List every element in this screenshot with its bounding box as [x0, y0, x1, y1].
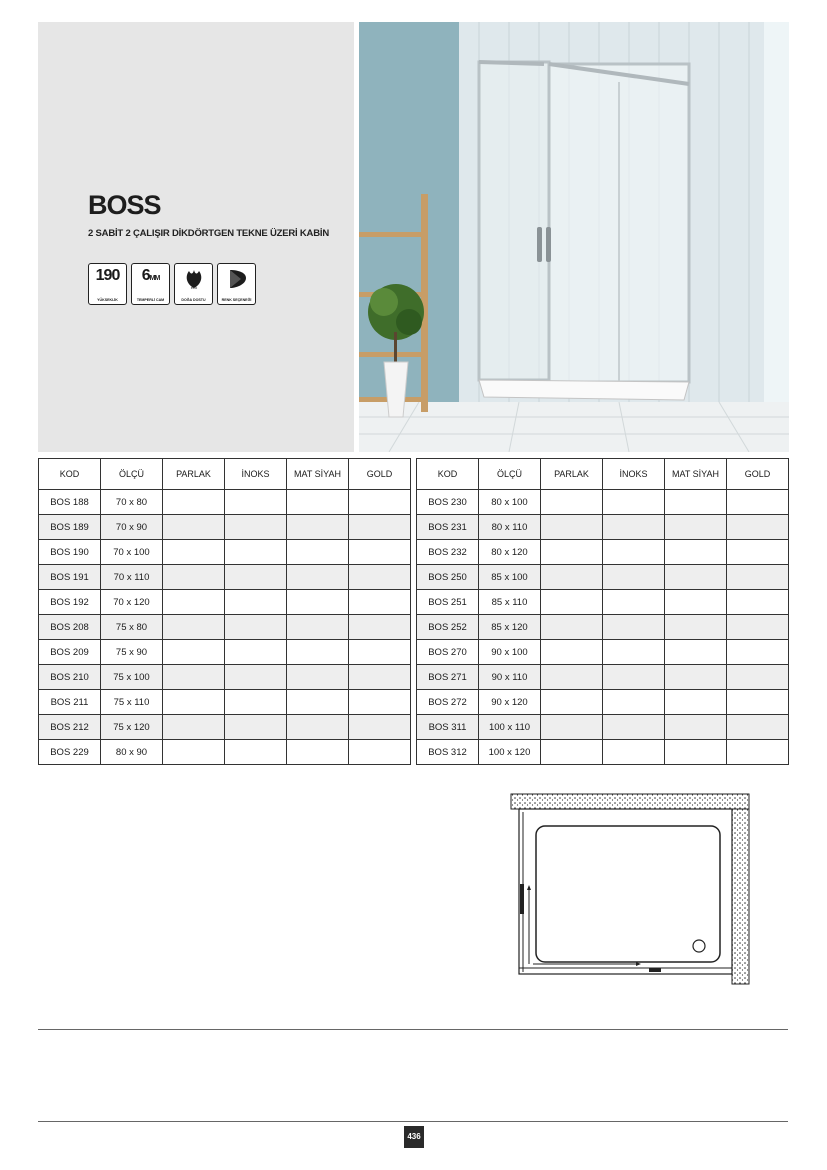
cell-parlak: [163, 590, 225, 615]
cell-inoks: [225, 565, 287, 590]
cell-parlak: [163, 515, 225, 540]
glass-caption: TEMPERLİ CAM: [136, 298, 165, 302]
cell-inoks: [225, 715, 287, 740]
cell-gold: [727, 590, 789, 615]
row-code: BOS 250: [417, 565, 479, 590]
row-code: BOS 231: [417, 515, 479, 540]
cell-mat-siyah: [287, 590, 349, 615]
row-size: 75 x 110: [101, 690, 163, 715]
table-row: [39, 490, 411, 515]
cell-mat-siyah: [287, 540, 349, 565]
row-code: BOS 190: [39, 540, 101, 565]
cell-gold: [349, 565, 411, 590]
row-size: 70 x 110: [101, 565, 163, 590]
table-row: [417, 565, 789, 590]
cell-inoks: [603, 590, 665, 615]
cell-gold: [349, 540, 411, 565]
cell-mat-siyah: [665, 740, 727, 765]
table-row: [417, 740, 789, 765]
cell-gold: [727, 515, 789, 540]
row-code: BOS 230: [417, 490, 479, 515]
cell-mat-siyah: [665, 690, 727, 715]
cell-gold: [349, 665, 411, 690]
row-code: BOS 212: [39, 715, 101, 740]
cell-mat-siyah: [287, 565, 349, 590]
cell-inoks: [603, 565, 665, 590]
cell-gold: [727, 690, 789, 715]
cell-mat-siyah: [287, 515, 349, 540]
eco-caption: DOĞA DOSTU: [181, 298, 206, 302]
row-size: 80 x 110: [479, 515, 541, 540]
cell-mat-siyah: [287, 490, 349, 515]
row-size: 90 x 110: [479, 665, 541, 690]
header-kod: KOD: [39, 459, 101, 490]
color-caption: RENK SEÇENEĞİ: [221, 298, 252, 302]
cell-inoks: [225, 540, 287, 565]
row-size: 90 x 100: [479, 640, 541, 665]
color-options-icon: [227, 268, 249, 290]
cell-gold: [349, 715, 411, 740]
table-row: [39, 715, 411, 740]
table-row: [39, 540, 411, 565]
row-size: 100 x 120: [479, 740, 541, 765]
height-value: 190: [95, 267, 120, 284]
cell-mat-siyah: [665, 715, 727, 740]
cell-gold: [727, 540, 789, 565]
table-row: [417, 690, 789, 715]
table-header-row: [39, 459, 411, 490]
row-size: 80 x 100: [479, 490, 541, 515]
table-row: [417, 590, 789, 615]
table-row: [417, 640, 789, 665]
cell-inoks: [603, 615, 665, 640]
svg-text:eco: eco: [190, 285, 198, 290]
table-row: [39, 640, 411, 665]
cell-inoks: [603, 690, 665, 715]
cell-mat-siyah: [665, 665, 727, 690]
cell-parlak: [541, 715, 603, 740]
cell-gold: [349, 640, 411, 665]
row-code: BOS 188: [39, 490, 101, 515]
cell-gold: [349, 490, 411, 515]
row-code: BOS 252: [417, 615, 479, 640]
header-parlak: PARLAK: [163, 459, 225, 490]
table-row: [39, 565, 411, 590]
cell-gold: [727, 565, 789, 590]
cell-mat-siyah: [665, 615, 727, 640]
cell-parlak: [541, 665, 603, 690]
cell-gold: [727, 740, 789, 765]
row-code: BOS 191: [39, 565, 101, 590]
header-inoks: İNOKS: [225, 459, 287, 490]
table-row: [417, 515, 789, 540]
row-code: BOS 312: [417, 740, 479, 765]
cell-parlak: [163, 665, 225, 690]
row-code: BOS 192: [39, 590, 101, 615]
row-code: BOS 189: [39, 515, 101, 540]
header-olcu: ÖLÇÜ: [101, 459, 163, 490]
glass-thickness: [132, 267, 169, 285]
cell-mat-siyah: [287, 690, 349, 715]
cell-inoks: [225, 740, 287, 765]
cell-inoks: [225, 590, 287, 615]
row-code: BOS 271: [417, 665, 479, 690]
cell-parlak: [541, 565, 603, 590]
row-code: BOS 272: [417, 690, 479, 715]
eco-leaf-icon: [184, 268, 204, 290]
product-title: BOSS: [88, 190, 161, 220]
table-header-row: [417, 459, 789, 490]
cell-inoks: [603, 540, 665, 565]
cell-gold: [727, 640, 789, 665]
table-row: [417, 540, 789, 565]
product-subtitle: 2 SABİT 2 ÇALIŞIR DİKDÖRTGEN TEKNE ÜZERİ KABİN: [88, 228, 329, 239]
cell-gold: [727, 615, 789, 640]
row-code: BOS 229: [39, 740, 101, 765]
cell-parlak: [163, 715, 225, 740]
cell-gold: [727, 490, 789, 515]
cell-inoks: [225, 490, 287, 515]
cell-inoks: [603, 715, 665, 740]
shower-plan-drawing: [509, 792, 751, 988]
cell-mat-siyah: [665, 540, 727, 565]
cell-inoks: [225, 640, 287, 665]
cell-inoks: [225, 665, 287, 690]
cell-parlak: [163, 615, 225, 640]
cell-inoks: [603, 640, 665, 665]
cell-parlak: [163, 490, 225, 515]
row-code: BOS 232: [417, 540, 479, 565]
header-inoks: İNOKS: [603, 459, 665, 490]
row-size: 90 x 120: [479, 690, 541, 715]
row-size: 70 x 100: [101, 540, 163, 565]
table-row: [417, 665, 789, 690]
row-code: BOS 251: [417, 590, 479, 615]
header-kod: KOD: [417, 459, 479, 490]
cell-gold: [349, 740, 411, 765]
cell-inoks: [603, 740, 665, 765]
row-size: 75 x 90: [101, 640, 163, 665]
product-photo: [359, 22, 789, 452]
cell-gold: [349, 590, 411, 615]
glass-thickness-value: 6: [141, 267, 150, 284]
cell-inoks: [225, 515, 287, 540]
row-size: 85 x 110: [479, 590, 541, 615]
cell-parlak: [541, 490, 603, 515]
cell-mat-siyah: [665, 490, 727, 515]
cell-gold: [349, 615, 411, 640]
cell-gold: [349, 515, 411, 540]
table-row: [39, 690, 411, 715]
header-olcu: ÖLÇÜ: [479, 459, 541, 490]
header-gold: GOLD: [349, 459, 411, 490]
table-row: [417, 615, 789, 640]
row-size: 70 x 90: [101, 515, 163, 540]
table-row: [417, 490, 789, 515]
cell-mat-siyah: [287, 740, 349, 765]
row-code: BOS 209: [39, 640, 101, 665]
cell-mat-siyah: [665, 515, 727, 540]
row-size: 75 x 120: [101, 715, 163, 740]
cell-parlak: [541, 590, 603, 615]
spec-table-left: [38, 458, 411, 765]
cell-mat-siyah: [287, 615, 349, 640]
row-size: 70 x 120: [101, 590, 163, 615]
page-number: 436: [404, 1126, 424, 1148]
cell-mat-siyah: [287, 665, 349, 690]
cell-parlak: [541, 690, 603, 715]
height-caption: YÜKSEKLİK: [97, 298, 118, 302]
divider-bottom: [38, 1121, 788, 1122]
spec-table-right: [416, 458, 789, 765]
cell-gold: [349, 690, 411, 715]
header-parlak: PARLAK: [541, 459, 603, 490]
table-row: [417, 715, 789, 740]
cell-parlak: [163, 690, 225, 715]
cell-mat-siyah: [665, 640, 727, 665]
cell-inoks: [603, 665, 665, 690]
cell-parlak: [541, 615, 603, 640]
cell-parlak: [541, 540, 603, 565]
cell-mat-siyah: [665, 565, 727, 590]
table-row: [39, 515, 411, 540]
table-row: [39, 740, 411, 765]
cell-parlak: [163, 565, 225, 590]
cell-inoks: [225, 615, 287, 640]
cell-parlak: [163, 540, 225, 565]
row-size: 70 x 80: [101, 490, 163, 515]
cell-inoks: [225, 690, 287, 715]
height-badge: [88, 263, 127, 305]
eco-badge: [174, 263, 213, 305]
row-size: 85 x 120: [479, 615, 541, 640]
row-size: 85 x 100: [479, 565, 541, 590]
row-size: 75 x 100: [101, 665, 163, 690]
cell-parlak: [163, 640, 225, 665]
feature-badges: [88, 263, 256, 305]
row-size: 75 x 80: [101, 615, 163, 640]
cell-gold: [727, 715, 789, 740]
cell-inoks: [603, 515, 665, 540]
header-mat-siyah: MAT SİYAH: [665, 459, 727, 490]
row-code: BOS 208: [39, 615, 101, 640]
table-row: [39, 615, 411, 640]
cell-mat-siyah: [665, 590, 727, 615]
header-mat-siyah: MAT SİYAH: [287, 459, 349, 490]
table-row: [39, 665, 411, 690]
cell-mat-siyah: [287, 640, 349, 665]
cell-parlak: [541, 640, 603, 665]
row-size: 100 x 110: [479, 715, 541, 740]
table-row: [39, 590, 411, 615]
row-size: 80 x 120: [479, 540, 541, 565]
glass-badge: [131, 263, 170, 305]
row-code: BOS 211: [39, 690, 101, 715]
row-code: BOS 311: [417, 715, 479, 740]
cell-parlak: [541, 740, 603, 765]
shower-cabin-photo: [359, 22, 789, 452]
cell-parlak: [541, 515, 603, 540]
cell-parlak: [163, 740, 225, 765]
row-code: BOS 270: [417, 640, 479, 665]
header-gold: GOLD: [727, 459, 789, 490]
glass-thickness-unit: MM: [149, 275, 160, 282]
cell-mat-siyah: [287, 715, 349, 740]
cell-gold: [727, 665, 789, 690]
cell-inoks: [603, 490, 665, 515]
row-size: 80 x 90: [101, 740, 163, 765]
plan-diagram: [509, 792, 751, 993]
divider-top: [38, 1029, 788, 1030]
row-code: BOS 210: [39, 665, 101, 690]
color-badge: [217, 263, 256, 305]
